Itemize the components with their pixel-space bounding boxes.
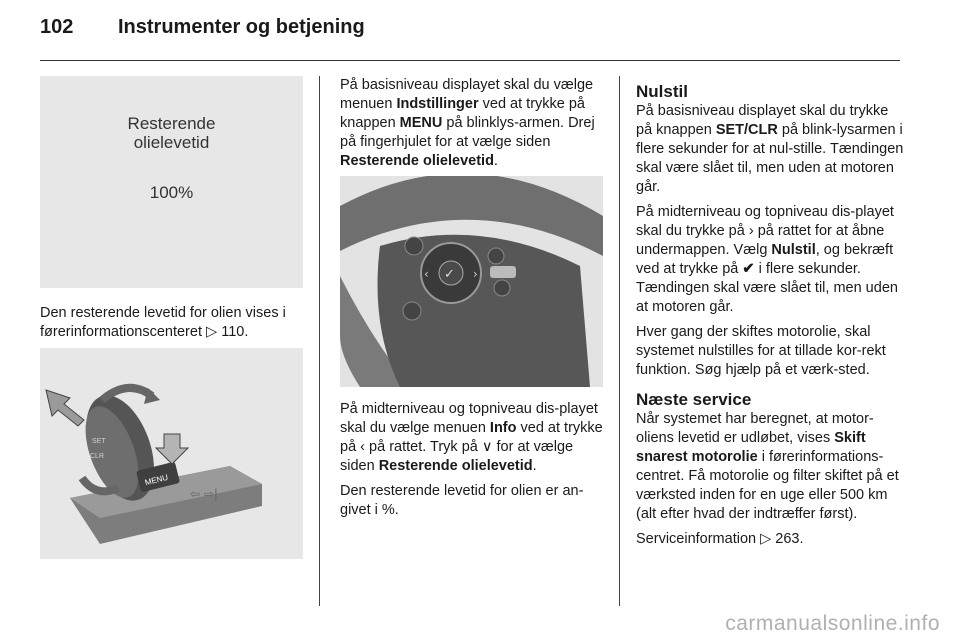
right-arrow-icon: › xyxy=(473,267,478,281)
stalk-illustration xyxy=(40,348,303,559)
heading-naeste-service: Næste service xyxy=(636,390,752,409)
set-label: SET xyxy=(92,438,106,445)
turn-signal-stalk-figure xyxy=(40,348,303,559)
col2-paragraph-1: På basisniveau displayet skal du vælge menuen Indstillinger ved at trykke på knappen MENU på blinklys-armen. Drej på fingerhjulet for at vælge siden Resterende olielevetid. xyxy=(340,77,595,169)
col1-paragraph: Den resterende levetid for olien vises i førerinformationscenteret ▷ 110. xyxy=(40,305,286,340)
mute-button xyxy=(405,237,423,255)
steering-wheel-illustration xyxy=(340,176,603,387)
column-2-text-top xyxy=(340,76,605,177)
chevron-right-icon: › xyxy=(748,223,754,239)
oil-life-display-figure xyxy=(40,76,303,288)
col3-paragraph-4: Når systemet har beregnet, at motor-oliens levetid er udløbet, vises Skift snarest motorolie i førerinformations-centret. Få motorolie og filter skiftet på et værksted inden for en uge eller 500 km (alt efter hvad der indtræffer først). xyxy=(636,411,899,522)
ref-arrow-icon: ▷ xyxy=(760,531,772,547)
voice-button xyxy=(403,302,421,320)
direction-arrows-icon: ⇦ ⇨| xyxy=(190,487,218,501)
clr-label: CLR xyxy=(90,453,105,460)
page-ref: 263. xyxy=(775,531,804,547)
chevron-down-icon: ∨ xyxy=(481,439,493,455)
header-rule xyxy=(40,60,900,61)
col3-paragraph-1: På basisniveau displayet skal du trykke på knappen SET/CLR på blink-lysarmen i flere sekunder for at nul-stille. Tændingen skal være slået til, men uden at motoren går. xyxy=(636,103,904,195)
col2-paragraph-3: Den resterende levetid for olien er an-givet i %. xyxy=(340,483,584,518)
heading-nulstil: Nulstil xyxy=(636,82,688,101)
source-button xyxy=(490,266,516,278)
volume-up-button xyxy=(488,248,504,264)
display-line-2: olielevetid xyxy=(133,133,210,152)
checkmark-icon: ✓ xyxy=(444,267,455,282)
display-value: 100% xyxy=(149,183,194,202)
col2-paragraph-2: På midterniveau og topniveau dis-playet skal du vælge menuen Info ved at trykke på ‹ på rattet. Tryk på ∨ for at vælge siden Resterende olielevetid. xyxy=(340,401,603,474)
ref-arrow-icon: ▷ xyxy=(206,324,218,340)
column-1-text xyxy=(40,304,306,348)
column-3-text xyxy=(636,82,904,555)
checkmark-icon: ✔ xyxy=(742,261,755,277)
page-header xyxy=(40,16,900,46)
col3-paragraph-5: Serviceinformation ▷ 263. xyxy=(636,531,804,547)
left-arrow-icon: ‹ xyxy=(424,267,429,281)
display-line-1: Resterende xyxy=(127,114,216,133)
column-divider-1 xyxy=(319,76,320,606)
col3-paragraph-3: Hver gang der skiftes motorolie, skal systemet nulstilles for at tillade kor-rekt funktion. Søg hjælp på et værk-sted. xyxy=(636,324,886,378)
page-ref: 110. xyxy=(221,324,249,340)
column-divider-2 xyxy=(619,76,620,606)
chevron-left-icon: ‹ xyxy=(360,439,366,455)
watermark: carmanualsonline.info xyxy=(725,612,940,635)
column-2-text-bottom xyxy=(340,400,605,526)
volume-down-button xyxy=(494,280,510,296)
menu-button-label: MENU xyxy=(143,472,169,488)
steering-wheel-figure xyxy=(340,176,603,387)
page-number: 102 xyxy=(40,16,74,38)
col3-paragraph-2: På midterniveau og topniveau dis-playet skal du trykke på › på rattet for at åbne undermappen. Vælg Nulstil, og bekræft ved at trykke på ✔ i flere sekunder. Tændingen skal være slået til, men uden at motoren går. xyxy=(636,204,898,315)
page-title: Instrumenter og betjening xyxy=(118,16,365,38)
